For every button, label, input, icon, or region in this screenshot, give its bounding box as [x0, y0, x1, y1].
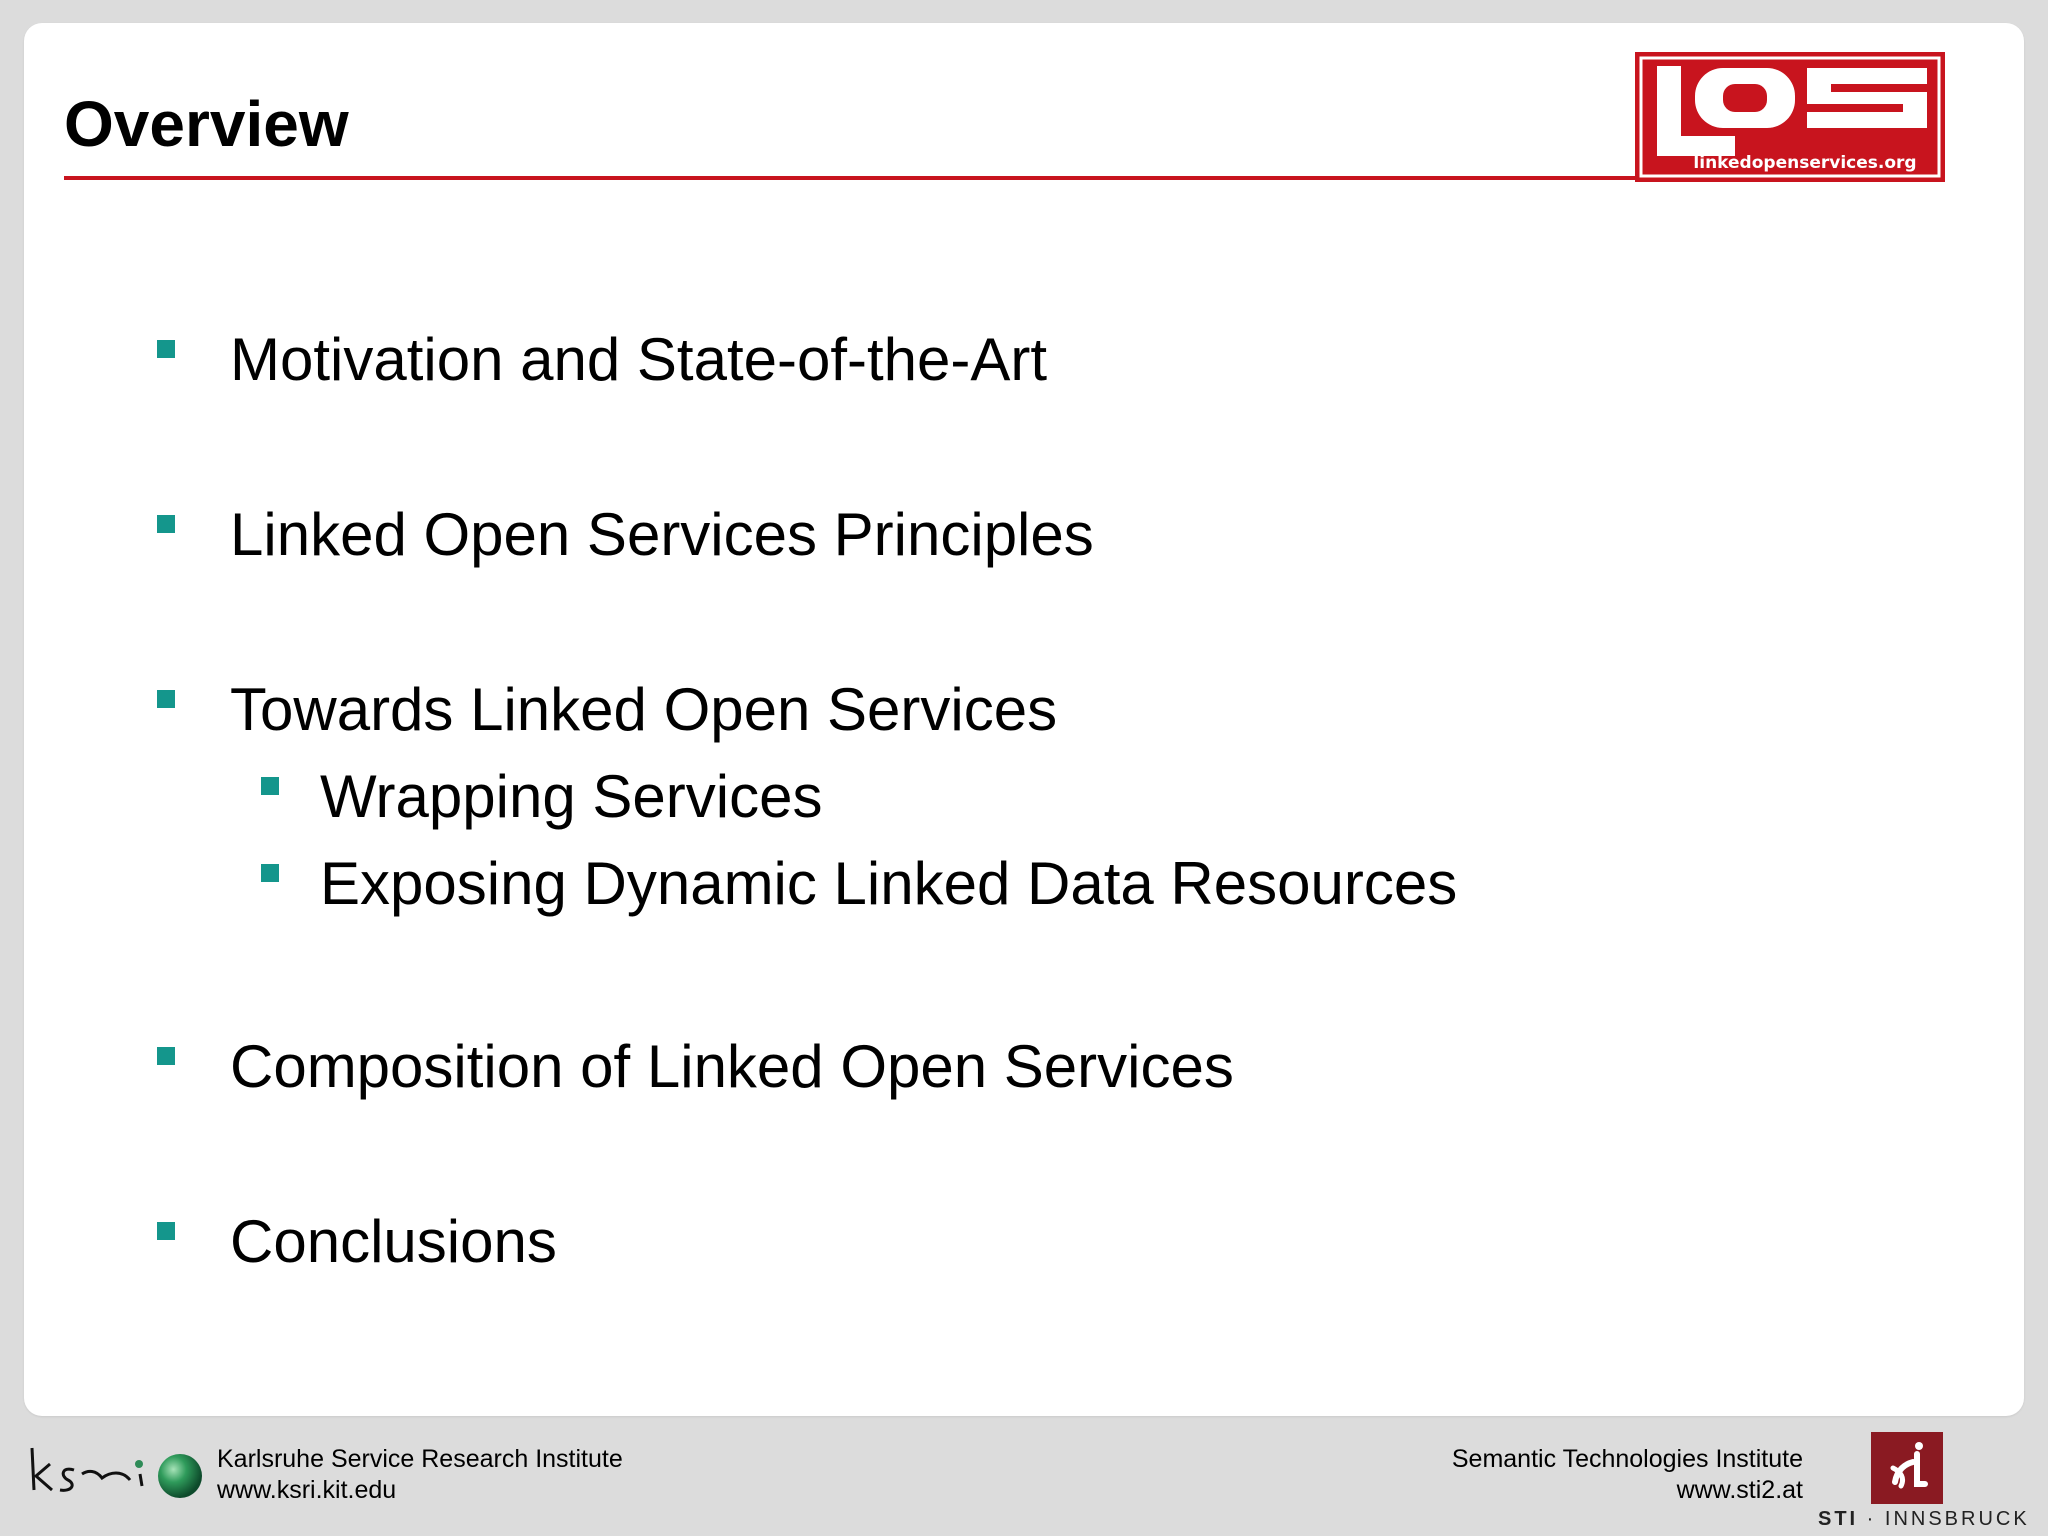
bullet-marker — [261, 864, 279, 882]
ksri-institute-name: Karlsruhe Service Research Institute — [217, 1445, 623, 1473]
sti-logo-wordmark — [1818, 1508, 2030, 1531]
bullet-marker — [157, 515, 175, 533]
ksri-url: www.ksri.kit.edu — [217, 1476, 397, 1505]
sub-bullet-item: Exposing Dynamic Linked Data Resources — [320, 850, 1458, 917]
bullet-marker — [157, 340, 175, 358]
sti-institute-name: Semantic Technologies Institute — [1451, 1445, 1803, 1473]
sti-wordmark-rest: · INNSBRUCK — [1858, 1508, 2030, 1530]
los-logo-text: linkedopenservices.org — [1693, 153, 1917, 173]
sti-wordmark-bold: STI — [1818, 1508, 1859, 1530]
bullet-item: Towards Linked Open Services — [230, 676, 1058, 743]
bullet-item: Conclusions — [230, 1208, 557, 1275]
sti-name — [1452, 1444, 1803, 1507]
bullet-marker — [261, 777, 279, 795]
bullet-marker — [157, 690, 175, 708]
ksri-name — [217, 1444, 623, 1507]
sti-logo-icon — [1871, 1432, 1943, 1504]
bullet-item: Composition of Linked Open Services — [230, 1033, 1234, 1100]
ksri-logo — [26, 1440, 206, 1510]
slide-title: Overview — [64, 88, 349, 160]
sub-bullet-item: Wrapping Services — [320, 763, 823, 830]
sti-url: www.sti2.at — [1676, 1476, 1803, 1505]
bullet-item: Motivation and State-of-the-Art — [230, 326, 1048, 393]
bullet-item: Linked Open Services Principles — [230, 501, 1094, 568]
bullet-marker — [157, 1222, 175, 1240]
bullet-marker — [157, 1047, 175, 1065]
